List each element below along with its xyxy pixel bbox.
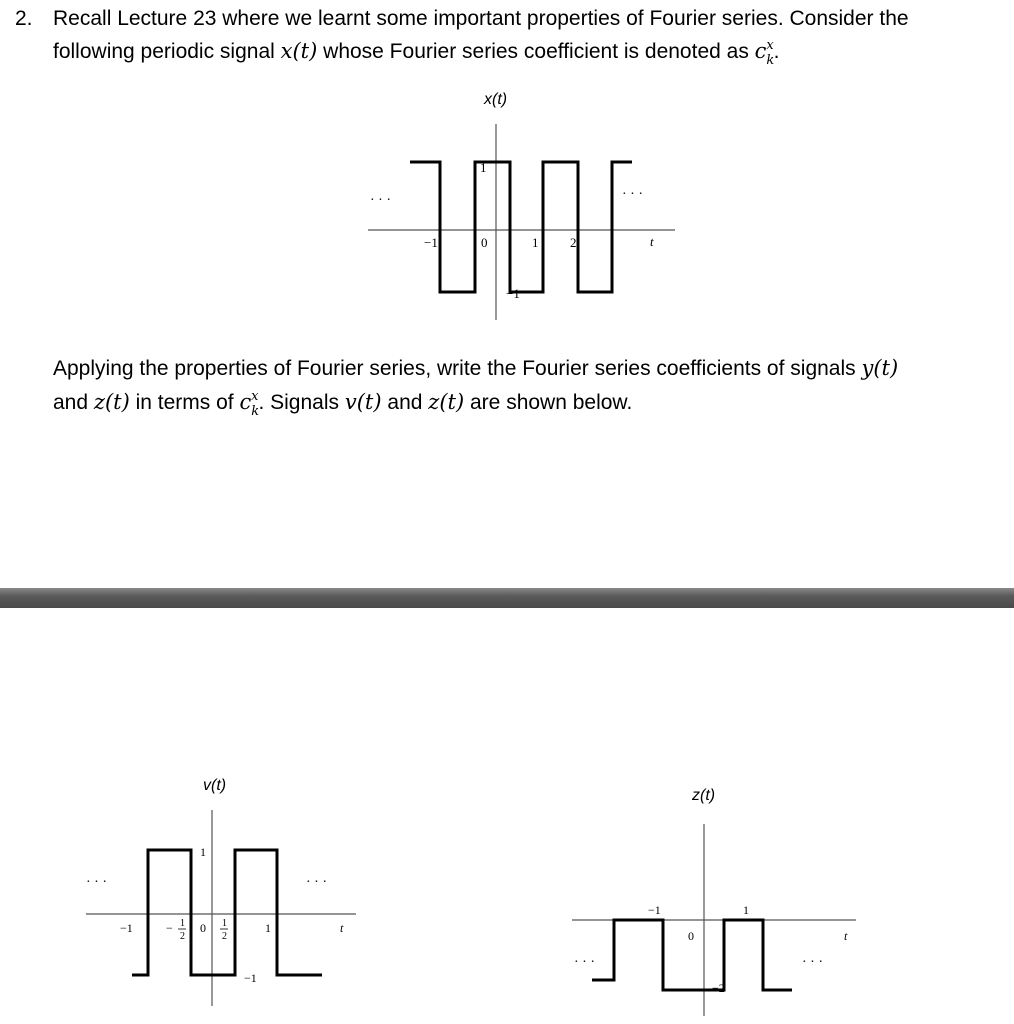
graph-x-tick-0: 0: [481, 235, 488, 250]
graph-z-tick-1: 1: [743, 903, 749, 917]
question-line-3: [53, 352, 898, 385]
signal-v-label: v(t): [344, 390, 382, 414]
graph-v-tick-half-num: 1: [222, 918, 227, 929]
question-line-2-mid: whose Fourier series coefficient is denoted as: [317, 40, 755, 63]
question-line-4-and: and: [381, 391, 429, 414]
graph-v-level-neg1: −1: [244, 971, 257, 985]
graph-v-tick-neg-half-den: 2: [180, 931, 185, 942]
signal-x-label: x(t): [280, 39, 318, 63]
graph-x: [0, 80, 1014, 330]
signal-y-label: y(t): [861, 356, 899, 380]
graph-z-title: z(t): [692, 787, 716, 804]
question-line-3-text: Applying the properties of Fourier series, write the Fourier series coefficients of signals: [53, 357, 862, 380]
question-line-1: [53, 2, 909, 35]
graph-x-ellipsis-left: · · ·: [370, 193, 391, 208]
graph-x-signal: [410, 162, 632, 292]
question-line-4-mid2: . Signals: [258, 391, 345, 414]
question-line-2-pre: following periodic signal: [53, 40, 281, 63]
signal-z-label: z(t): [93, 390, 130, 414]
graph-x-level-neg1: −1: [506, 286, 520, 301]
graph-v-ellipsis-right: · · ·: [306, 875, 327, 890]
graph-v-level-1: 1: [200, 845, 206, 859]
graph-x-tick-neg1: −1: [424, 235, 438, 250]
graph-z-level-neg2: −2: [712, 981, 725, 995]
graph-z-tick-0: 0: [688, 929, 694, 943]
question-line-2: [53, 35, 780, 71]
signal-z-label-2: z(t): [428, 390, 465, 414]
graph-v-tick-neg1: −1: [120, 921, 133, 935]
question-line-1-text: Recall Lecture 23 where we learnt some important properties of Fourier series. Consider the: [53, 7, 909, 30]
coef-c: c: [754, 39, 767, 63]
graph-x-axis-t: t: [650, 234, 654, 249]
graph-z-ellipsis-right: · · ·: [802, 955, 823, 970]
graph-v-signal: [132, 850, 322, 975]
graph-v-tick-0: 0: [200, 921, 206, 935]
graph-x-level-1: 1: [480, 160, 487, 175]
coef-sup-x-2: x: [251, 389, 259, 404]
page-divider: [0, 588, 1014, 608]
graph-v-title: v(t): [203, 777, 227, 794]
question-line-4-pre: and: [53, 391, 94, 414]
graph-v-tick-half-den: 2: [222, 931, 227, 942]
coef-sub-k: k: [766, 53, 775, 68]
graph-v-axis-t: t: [340, 921, 344, 935]
coef-sub-k-2: k: [251, 404, 260, 419]
graph-v-tick-neg-half-num: 1: [180, 918, 185, 929]
question-line-2-end: .: [773, 40, 780, 63]
graph-z-ellipsis-left: · · ·: [574, 955, 595, 970]
graph-v: [0, 770, 400, 1020]
graph-v-ellipsis-left: · · ·: [86, 875, 107, 890]
question-line-4-mid: in terms of: [129, 391, 240, 414]
graph-z-tick-neg1: −1: [648, 903, 661, 917]
graph-v-tick-1: 1: [265, 921, 271, 935]
graph-z: [560, 780, 880, 1020]
graph-x-tick-1: 1: [532, 235, 539, 250]
coef-sup-x: x: [766, 38, 774, 53]
question-number: 2.: [15, 7, 33, 30]
graph-z-axis-t: t: [844, 929, 848, 943]
coef-c-2: c: [239, 390, 252, 414]
question-line-4: [53, 386, 632, 422]
graph-x-ellipsis-right: · · ·: [622, 187, 643, 202]
question-line-4-end: are shown below.: [464, 391, 633, 414]
graph-x-title: x(t): [484, 91, 508, 108]
graph-x-tick-2: 2: [570, 235, 577, 250]
graph-v-tick-neg-half-sign: −: [166, 921, 173, 935]
